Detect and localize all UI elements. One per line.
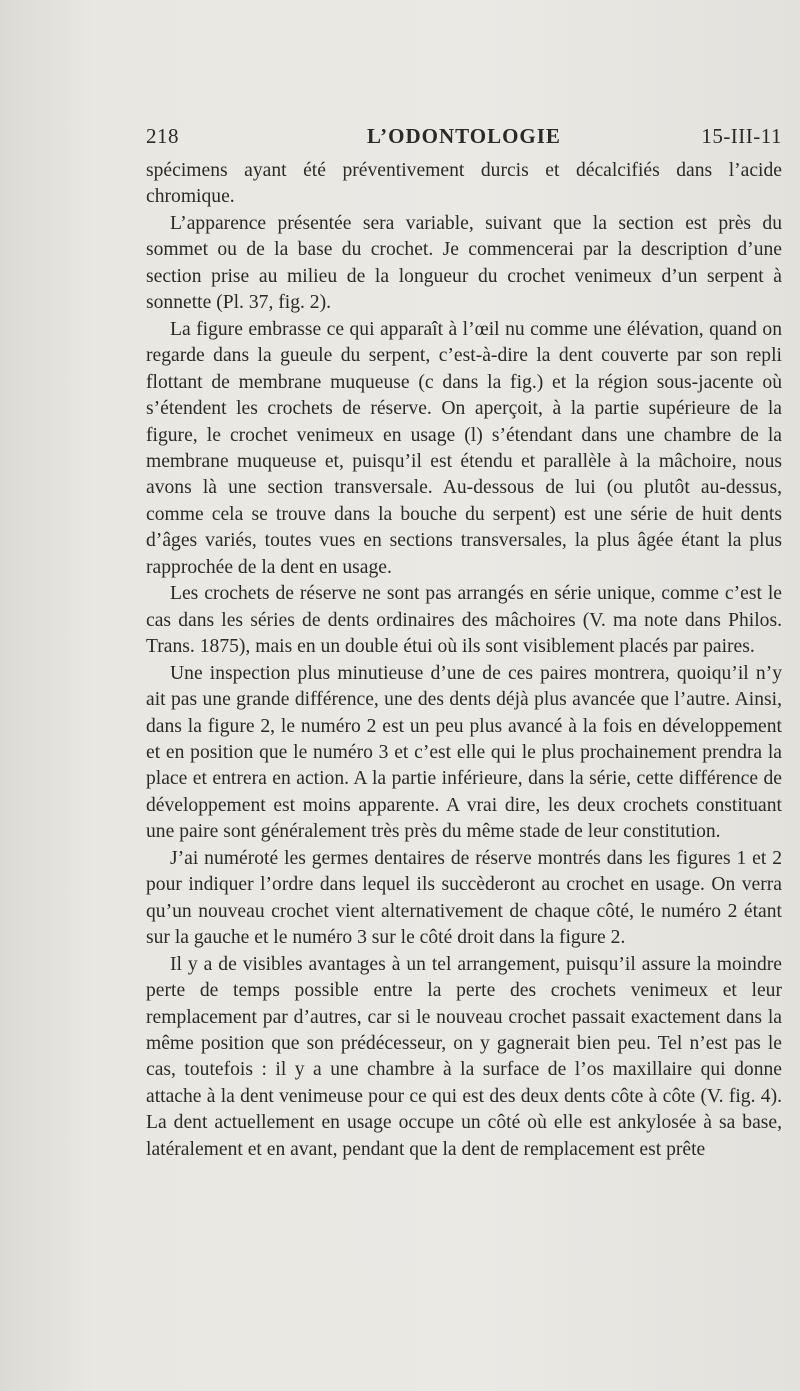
paragraph-advantages: Il y a de visibles avantages à un tel arrangement, puisqu’il assure la moindre perte de temps possible entre la perte des crochets venimeux et leur remplacement par d’autres, car si le nouveau crochet passait exactement dans la même position que son prédécesseur, on y gagnerait bien peu. Tel n’est pas le cas, toutefois : il y a une chambre à la surface de l’os maxillaire qui donne attache à la dent venimeuse pour ce qui est des deux dents côte à côte (V. fig. 4). La dent actuellement en usage occupe un côté où elle est ankylosée à sa base, latéralement et en avant, pendant que la dent de remplacement est prête: [146, 953, 782, 1160]
paragraph-section-description: L’apparence présentée sera variable, suivant que la section est près du sommet ou de la base du crochet. Je commencerai par la description d’une section prise au milieu de la longueur du crochet venimeux d’un serpent à sonnette (Pl. 37, fig. 2).: [146, 212, 782, 314]
paragraph-figure-description: La figure embrasse ce qui apparaît à l’œil nu comme une élévation, quand on regarde dans la gueule du serpent, c’est-à-dire la dent couverte par son repli flottant de membrane muqueuse (c dans la fig.) et la région sous-jacente où s’étendent les crochets de réserve. On aperçoit, à la partie supérieure de la figure, le crochet venimeux en usage (l) s’étendant dans une chambre de la membrane muqueuse et, puisqu’il est étendu et parallèle à la mâchoire, nous avons là une section transversale. Au-dessous de lui (ou plutôt au-dessus, comme cela se trouve dans la bouche du serpent) est une série de huit dents d’âges variés, toutes vues en sections transversales, la plus âgée étant la plus rapprochée de la dent en usage.: [146, 318, 782, 578]
issue-date: 15-III-11: [701, 124, 782, 148]
page-header: [146, 124, 782, 152]
running-title: L’ODONTOLOGIE: [367, 124, 561, 148]
paragraph-reserve-fangs: Les crochets de réserve ne sont pas arrangés en série unique, comme c’est le cas dans les séries de dents ordinaires des mâchoires (V. ma note dans Philos. Trans. 1875), mais en un double étui où ils sont visiblement placés par paires.: [146, 583, 782, 658]
paragraph-inspection: Une inspection plus minutieuse d’une de ces paires montrera, quoiqu’il n’y ait pas une grande différence, une des dents déjà plus avancée que l’autre. Ainsi, dans la figure 2, le numéro 2 est un peu plus avancé à la fois en développement et en position que le numéro 3 et c’est elle qui le plus prochainement prendra la place et entrera en action. A la partie inférieure, dans la série, cette différence de développement est moins apparente. A vrai dire, les deux crochets constituant une paire sont généralement très près du même stade de leur constitution.: [146, 662, 782, 843]
paragraph-continuation: spécimens ayant été préventivement durcis et décalcifiés dans l’acide chromique.: [146, 160, 782, 208]
paragraph-numbering: J’ai numéroté les germes dentaires de réserve montrés dans les figures 1 et 2 pour indiquer l’ordre dans lequel ils succèderont au crochet en usage. On verra qu’un nouveau crochet vient alternativement de chaque côté, le numéro 2 étant sur la gauche et le numéro 3 sur le côté droit dans la figure 2.: [146, 847, 782, 949]
page-number: 218: [146, 124, 179, 148]
article-body: [146, 158, 782, 1163]
